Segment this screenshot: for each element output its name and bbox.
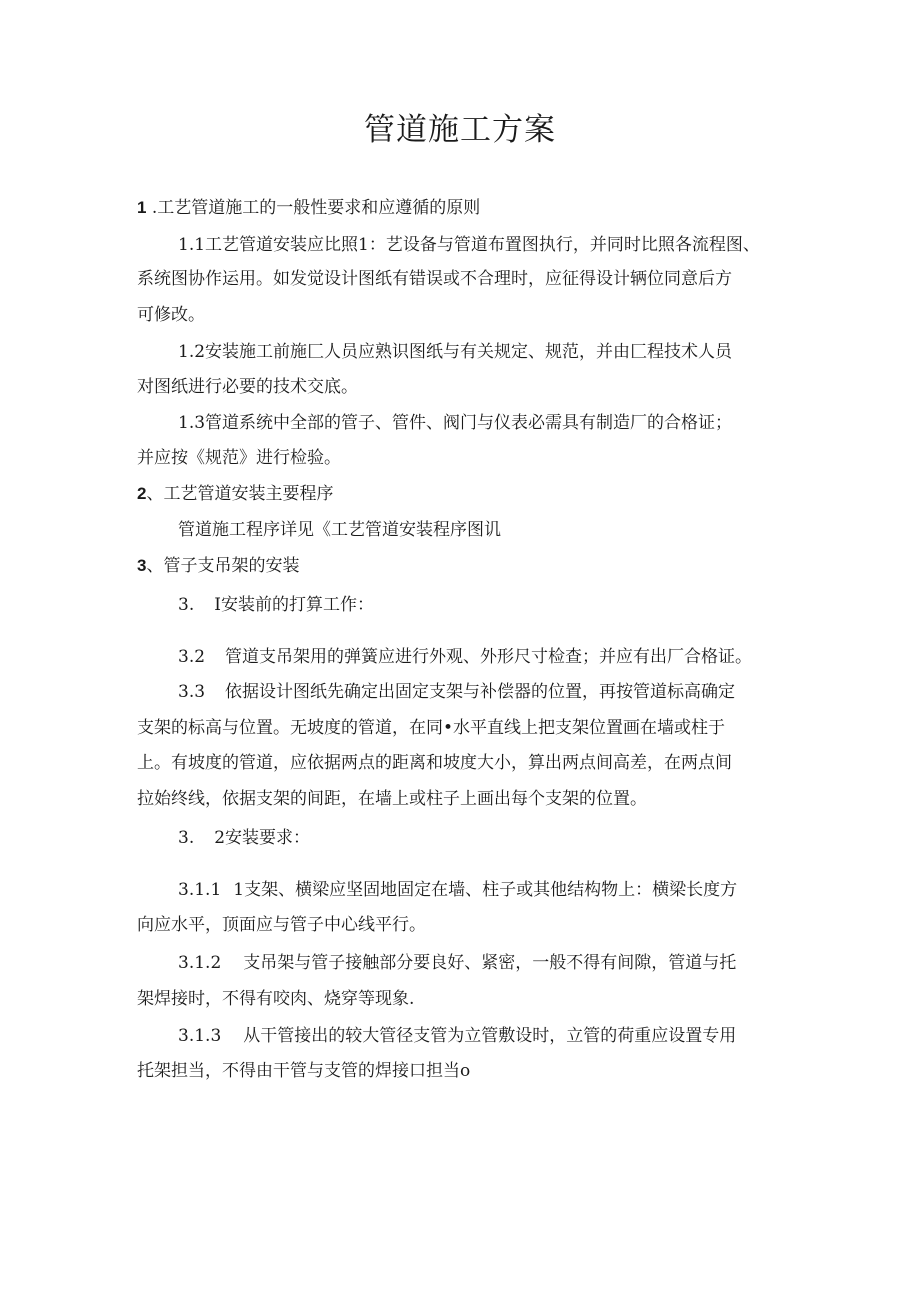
- section-heading-3: [137, 554, 299, 578]
- paragraph-line: [178, 1024, 736, 1048]
- item-label: 3.1.2: [178, 953, 222, 973]
- paragraph-line: 上。有坡度的管道，应依据两点的距离和坡度大小，算出两点间高差，在两点间: [137, 753, 732, 773]
- paragraph-line: 并应按《规范》进行检验。: [137, 448, 341, 468]
- item-text: 从干管接出的较大管径支管为立管敷设时，立管的荷重应设置专用: [243, 1026, 737, 1046]
- section-heading-2: [137, 482, 333, 506]
- item-text: I安装前的打算工作：: [214, 595, 374, 615]
- paragraph-line: [178, 826, 310, 850]
- section-heading-text: 、管子支吊架的安装: [146, 556, 300, 576]
- paragraph-line: 1.2安装施工前施匚人员应熟识图纸与有关规定、规范，并由匚程技术人员: [178, 342, 733, 362]
- item-label: 3.1.3: [178, 1026, 222, 1046]
- paragraph-line: 1.3管道系统中全部的管子、管件、阀门与仪表必需具有制造厂的合格证；: [178, 413, 733, 433]
- paragraph-line: 架焊接时，不得有咬肉、烧穿等现象.: [137, 989, 415, 1009]
- item-label: 3.2: [178, 647, 206, 667]
- paragraph-line: 拉始终线，依据支架的间距，在墙上或柱子上画出每个支架的位置。: [137, 789, 647, 809]
- paragraph-line: [178, 951, 736, 975]
- paragraph-line: 1.1工艺管道安装应比照1：艺设备与管道布置图执行，并同时比照各流程图、: [178, 235, 760, 255]
- paragraph-line: 可修改。: [137, 305, 205, 325]
- paragraph-line: [178, 593, 374, 617]
- section-number: 1: [137, 198, 147, 217]
- paragraph-line: 系统图协作运用。如发觉设计图纸有错误或不合理时，应征得设计辆位同意后方: [137, 269, 732, 289]
- item-label: 3.1.1: [178, 880, 222, 900]
- document-title: 管道施工方案: [364, 112, 556, 148]
- item-text: 管道支吊架用的弹簧应进行外观、外形尺寸检查；并应有出厂合格证。: [225, 647, 753, 667]
- item-label: 3.: [178, 595, 195, 615]
- paragraph-line: 托架担当，不得由干管与支管的焊接口担当o: [137, 1061, 471, 1081]
- item-text: 依据设计图纸先确定出固定支架与补偿器的位置，再按管道标高确定: [225, 682, 736, 702]
- item-text: 支吊架与管子接触部分要良好、紧密，一般不得有间隙，管道与托: [243, 953, 737, 973]
- paragraph-line: [178, 878, 737, 902]
- section-number: 2: [137, 484, 147, 503]
- paragraph-line: 支架的标高与位置。无坡度的管道，在同•水平直线上把支架位置画在墙或柱于: [137, 718, 726, 738]
- paragraph-line: [178, 645, 752, 669]
- paragraph-line: [178, 680, 735, 704]
- paragraph-line: 向应水平，顶面应与管子中心线平行。: [137, 915, 426, 935]
- item-text: 2安装要求：: [214, 828, 311, 848]
- section-heading-text: .工艺管道施工的一般性要求和应遵循的原则: [146, 198, 481, 218]
- section-number: 3: [137, 556, 147, 575]
- section-heading-text: 、工艺管道安装主要程序: [146, 484, 334, 504]
- paragraph-line: 管道施工程序详见《工艺管道安装程序图讥: [178, 520, 501, 540]
- item-text: 1支架、横梁应坚固地固定在墙、柱子或其他结构物上：横梁长度方: [233, 880, 738, 900]
- item-label: 3.3: [178, 682, 206, 702]
- item-label: 3.: [178, 828, 195, 848]
- paragraph-line: 对图纸进行必要的技术交底。: [137, 377, 358, 397]
- section-heading-1: [137, 196, 480, 220]
